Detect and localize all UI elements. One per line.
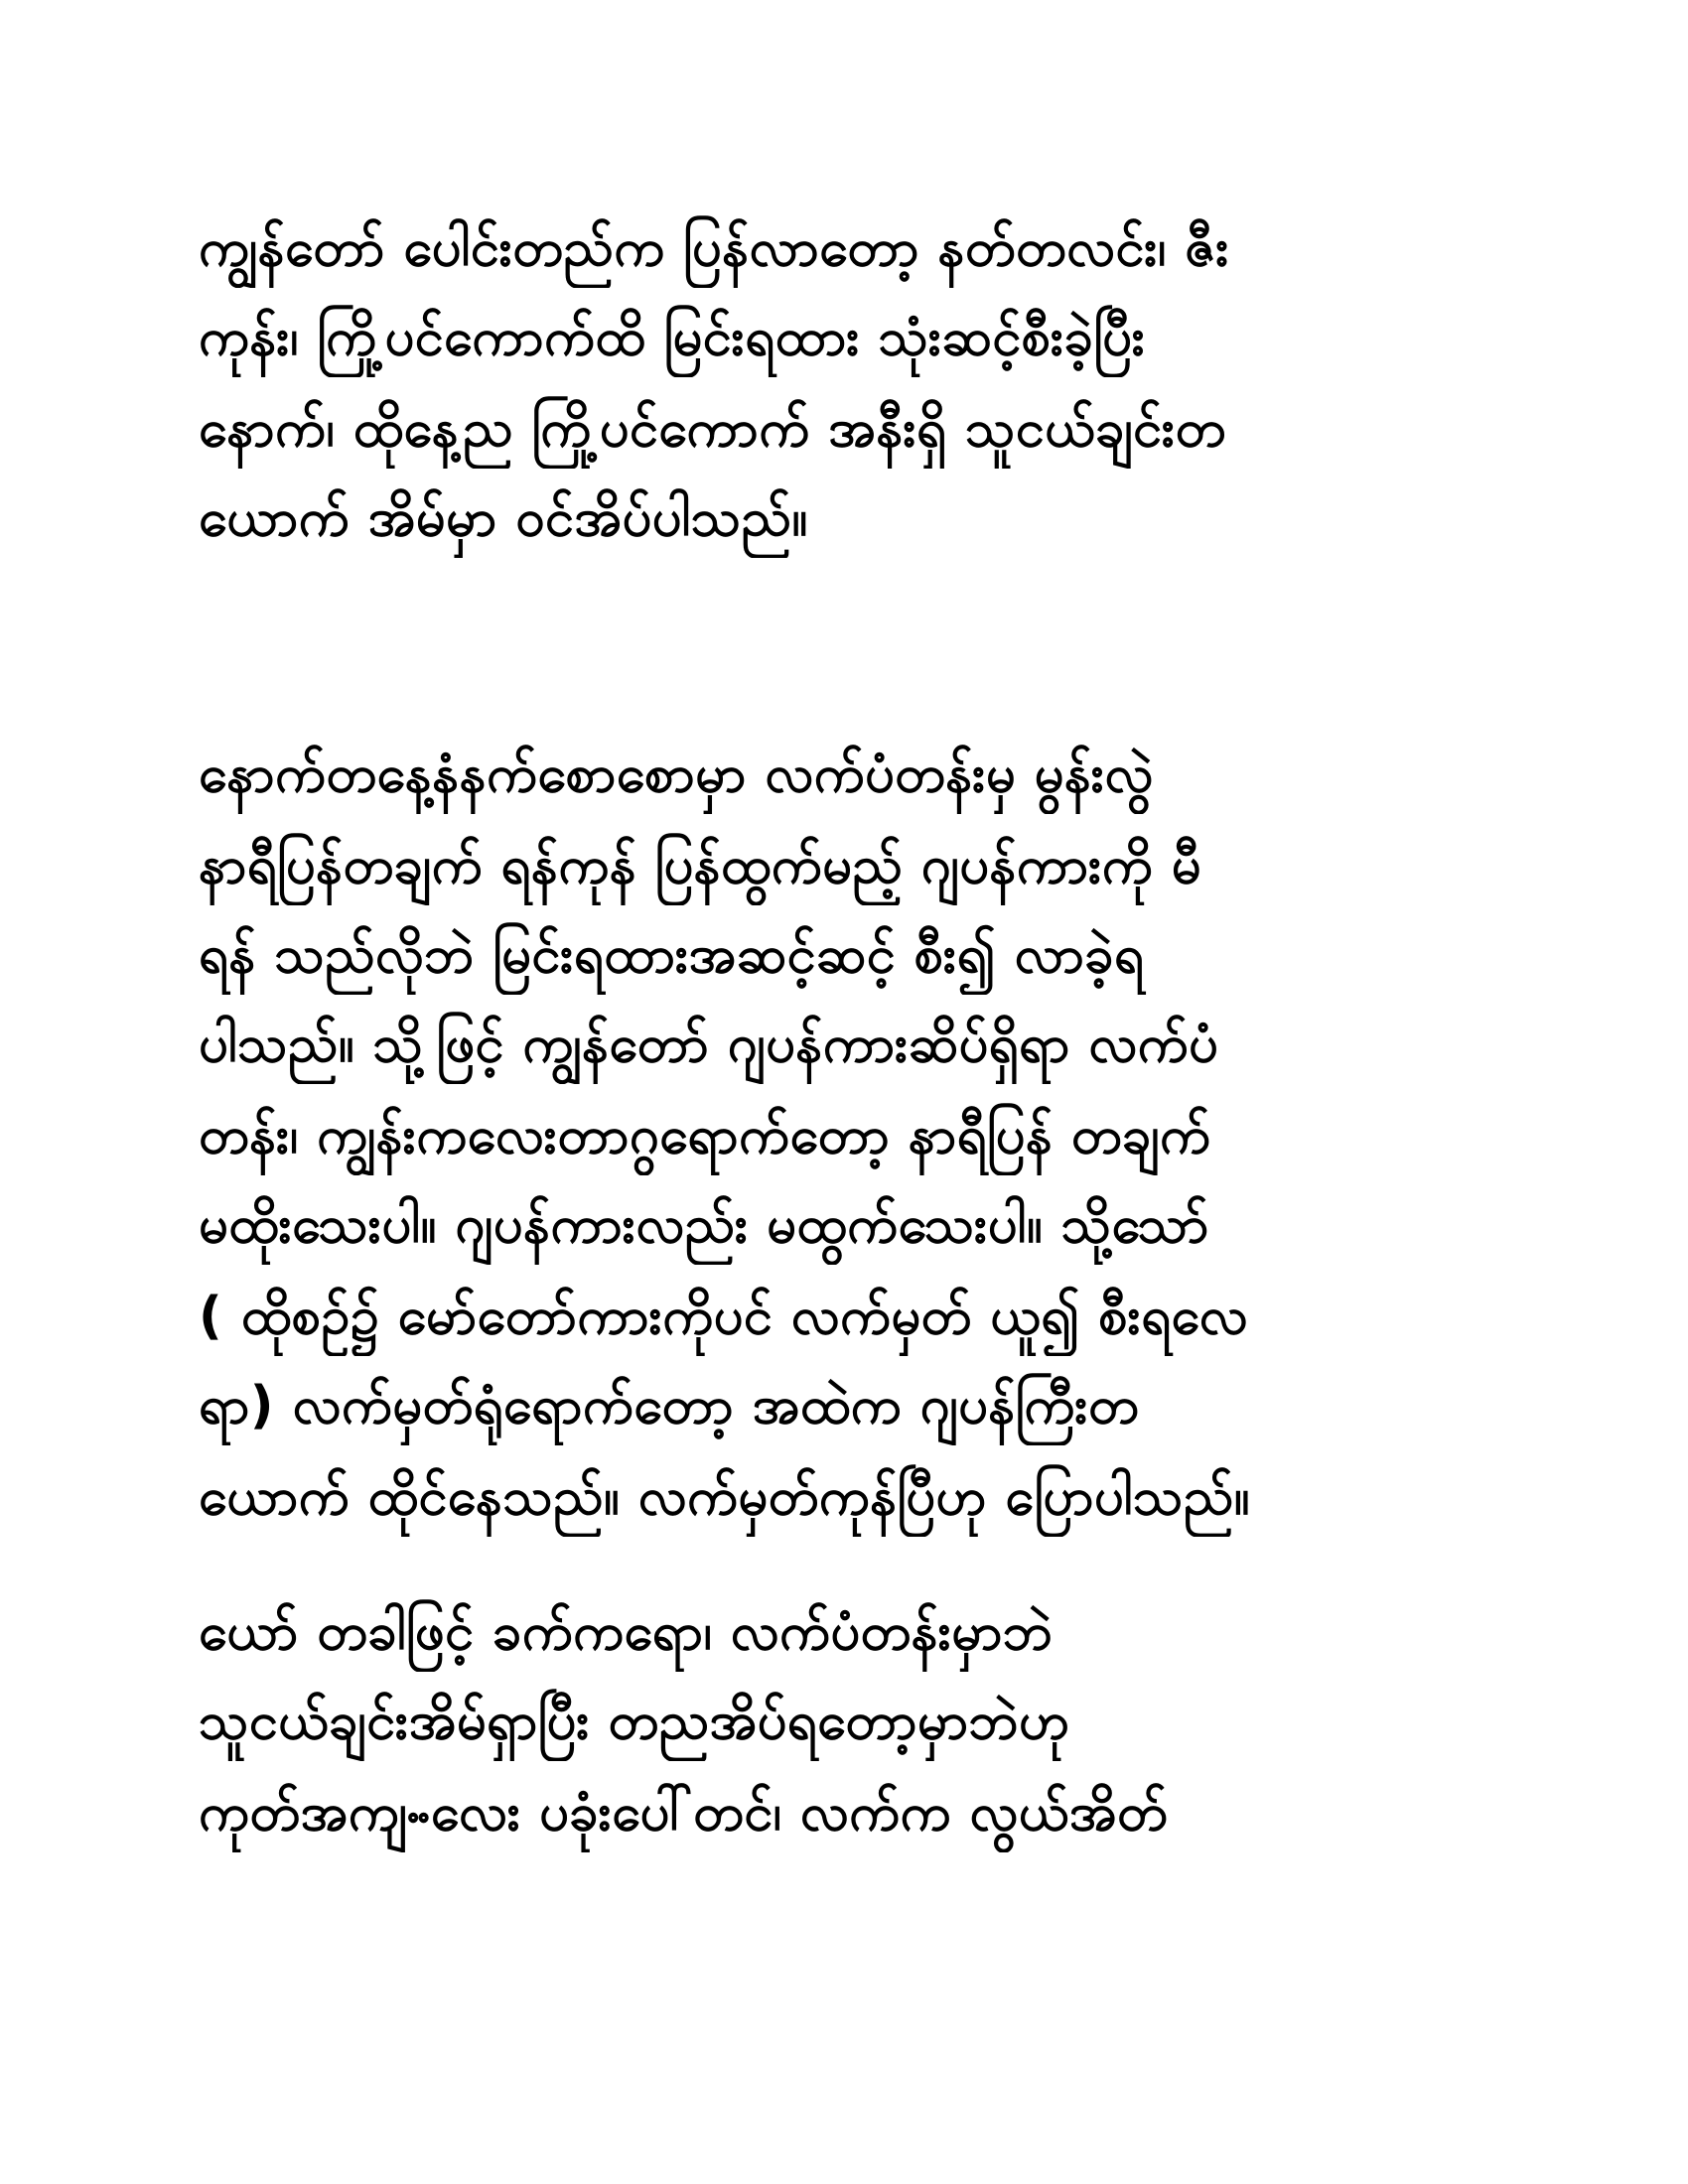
text-line: နောက်တနေ့နံနက်စောစောမှာ လက်ပံတန်းမှ မွန်းလွဲ <box>199 745 1154 804</box>
text-line: နောက်၊ ထိုနေ့ည ကြို့ပင်ကောက် အနီးရှိ သူငယ်ချင်းတ <box>199 399 1226 459</box>
text-line: တန်း၊ ကျွန်းကလေးတာဂွရောက်တော့ နာရီပြန် တချက် <box>199 1106 1211 1165</box>
text-line: ယောက် အိမ်မှာ ဝင်အိပ်ပါသည်။ <box>199 488 808 548</box>
text-line: ကျွန်တော် ပေါင်းတည်က ပြန်လာတော့ နတ်တလင်း၊ ဇီး <box>199 218 1229 278</box>
text-line: ရာ) လက်မှတ်ရုံရောက်တော့ အထဲက ဂျပန်ကြီးတ <box>199 1376 1140 1435</box>
text-line: သူငယ်ချင်းအိမ်ရှာပြီး တညအိပ်ရတော့မှာဘဲဟု <box>199 1692 1070 1751</box>
text-line: ရန် သည်လိုဘဲ မြင်းရထားအဆင့်ဆင့် စီး၍ လာခဲ့ရ <box>199 925 1145 985</box>
text-line: ယော် တခါဖြင့် ခက်ကရော၊ လက်ပံတန်းမှာဘဲ <box>199 1602 1054 1662</box>
text-line: ယောက် ထိုင်နေသည်။ လက်မှတ်ကုန်ပြီဟု ပြောပါသည်။ <box>199 1467 1250 1527</box>
text-line: ပါသည်။ သို့ဖြင့် ကျွန်တော် ဂျပန်ကားဆိပ်ရှိရာ လက်ပံ <box>199 1015 1219 1074</box>
text-line: နာရီပြန်တချက် ရန်ကုန် ပြန်ထွက်မည့် ဂျပန်ကားကို မီ <box>199 836 1201 895</box>
text-line: ကုတ်အကျႌလေး ပခုံးပေါ်တင်၊ လက်က လွယ်အိတ် <box>199 1783 1169 1843</box>
text-line: ကုန်း၊ ကြို့ပင်ကောက်ထိ မြင်းရထား သုံးဆင့်စီးခဲ့ပြီး <box>199 308 1146 367</box>
text-line: ( ထိုစဉ်၌ မော်တော်ကားကိုပင် လက်မှတ် ယူ၍ စီးရလေ <box>199 1287 1249 1346</box>
text-line: မထိုးသေးပါ။ ဂျပန်ကားလည်း မထွက်သေးပါ။ သို့သော် <box>199 1195 1209 1255</box>
